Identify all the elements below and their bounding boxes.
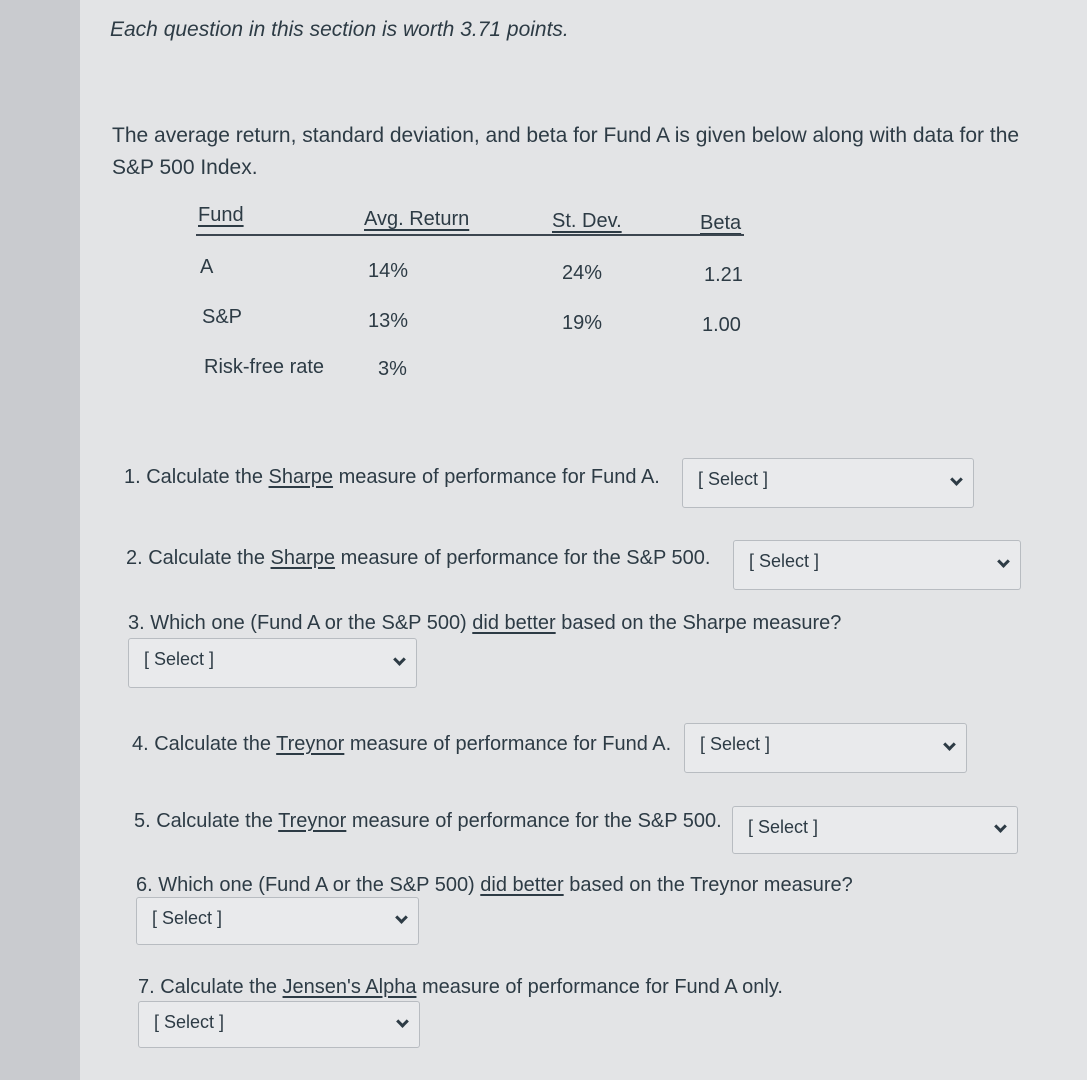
chevron-down-icon xyxy=(943,738,956,751)
table-header-beta: Beta xyxy=(700,212,742,234)
table-cell-sp-return: 13% xyxy=(368,310,409,332)
question-7-link[interactable]: Jensen's Alpha xyxy=(282,976,417,998)
question-6-text: 6. Which one (Fund A or the S&P 500) did better based on the Treynor measure? xyxy=(136,874,853,896)
question-5-select[interactable] xyxy=(732,806,1018,854)
question-4-link[interactable]: Treynor xyxy=(276,733,345,755)
question-1-select-value: [ Select ] xyxy=(698,469,769,489)
table-cell-risk-free-label: Risk-free rate xyxy=(204,356,325,378)
table-header-avg-return: Avg. Return xyxy=(364,208,470,230)
question-intro: The average return, standard deviation, and beta for Fund A is given below along with data for the S&P 500 Index. xyxy=(112,124,1020,179)
question-2-select-value: [ Select ] xyxy=(749,551,820,571)
question-6-select[interactable] xyxy=(136,897,419,945)
table-cell-fund-a: A xyxy=(200,256,214,278)
question-1-link[interactable]: Sharpe xyxy=(268,466,334,488)
table-cell-sp-stdev: 19% xyxy=(562,312,603,334)
question-2-text: 2. Calculate the Sharpe measure of performance for the S&P 500. xyxy=(126,547,711,569)
chevron-down-icon xyxy=(994,820,1007,833)
question-3-select[interactable] xyxy=(128,638,417,688)
question-7-text: 7. Calculate the Jensen's Alpha measure of performance for Fund A only. xyxy=(138,976,783,998)
question-7-select-value: [ Select ] xyxy=(154,1012,225,1032)
question-5-link[interactable]: Treynor xyxy=(278,810,347,832)
table-cell-fund-sp: S&P xyxy=(202,306,243,328)
table-cell-a-stdev: 24% xyxy=(562,262,603,284)
table-cell-a-beta: 1.21 xyxy=(704,264,743,286)
table-header-rule xyxy=(196,234,744,236)
table-cell-risk-free-rate: 3% xyxy=(378,358,407,380)
question-3-link[interactable]: did better xyxy=(472,612,556,634)
question-3-text: 3. Which one (Fund A or the S&P 500) did better based on the Sharpe measure? xyxy=(128,612,842,634)
table-cell-sp-beta: 1.00 xyxy=(702,314,741,336)
chevron-down-icon xyxy=(950,473,963,486)
question-2-link[interactable]: Sharpe xyxy=(270,547,336,569)
question-4-select-value: [ Select ] xyxy=(700,734,771,754)
question-5-select-value: [ Select ] xyxy=(748,817,819,837)
question-3-select-value: [ Select ] xyxy=(144,649,215,669)
question-5-text: 5. Calculate the Treynor measure of performance for the S&P 500. xyxy=(134,810,722,832)
table-header-fund: Fund xyxy=(198,204,244,226)
question-1-select[interactable] xyxy=(682,458,974,508)
table-cell-a-return: 14% xyxy=(368,260,409,282)
chevron-down-icon xyxy=(396,1015,409,1028)
table-header-st-dev: St. Dev. xyxy=(552,210,622,232)
chevron-down-icon xyxy=(395,911,408,924)
question-7-select[interactable] xyxy=(138,1001,420,1048)
question-4-text: 4. Calculate the Treynor measure of performance for Fund A. xyxy=(132,733,672,755)
question-1-text: 1. Calculate the Sharpe measure of performance for Fund A. xyxy=(124,466,660,488)
question-6-link[interactable]: did better xyxy=(480,874,564,896)
chevron-down-icon xyxy=(393,653,406,666)
chevron-down-icon xyxy=(997,555,1010,568)
points-note: Each question in this section is worth 3.71 points. xyxy=(110,18,569,41)
question-6-select-value: [ Select ] xyxy=(152,908,223,928)
left-gutter xyxy=(0,0,80,1080)
question-2-select[interactable] xyxy=(733,540,1021,590)
question-4-select[interactable] xyxy=(684,723,967,773)
